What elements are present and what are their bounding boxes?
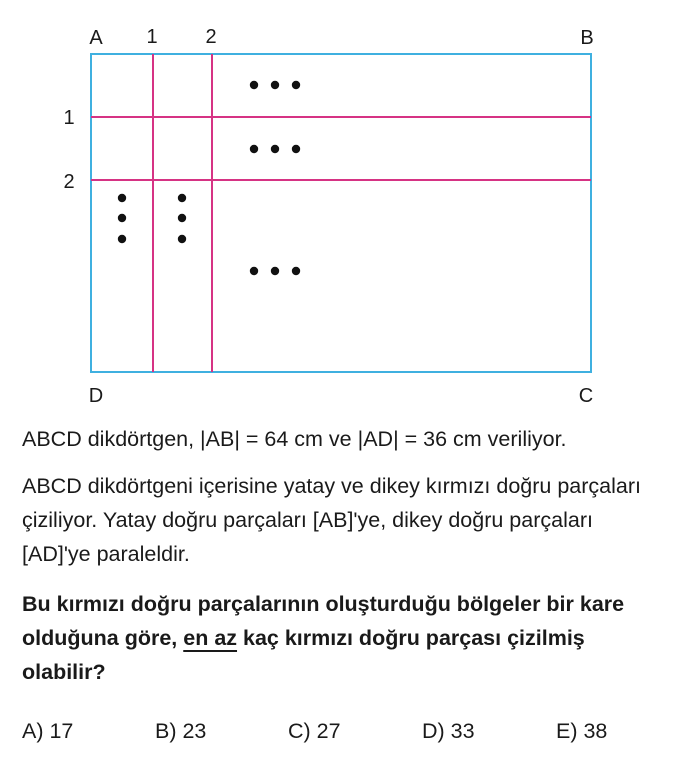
- corner-label-d: D: [88, 385, 104, 407]
- ellipsis-dots-row-3: [250, 267, 300, 275]
- side-label-2: 2: [63, 171, 75, 193]
- question-emphasis: en az: [183, 626, 238, 650]
- ellipsis-dots-column-1: [118, 194, 126, 243]
- ellipsis-dots-row-2: [250, 145, 300, 153]
- top-label-2: 2: [205, 26, 217, 48]
- option-a[interactable]: A) 17: [22, 719, 74, 743]
- ellipsis-dots-row-1: [250, 81, 300, 89]
- problem-description: ABCD dikdörtgeni içerisine yatay ve dikey kırmızı doğru parçaları çiziliyor. Yatay doğru parçaları [AB]'ye, dikey doğru parçaları [AD]'ye paraleldir.: [22, 474, 641, 566]
- option-e[interactable]: E) 38: [556, 719, 608, 743]
- given-statement: ABCD dikdörtgen, |AB| = 64 cm ve |AD| = 36 cm veriliyor.: [22, 427, 567, 451]
- question-prompt-part-2: kaç kırmızı doğru parçası çizilmiş olabilir?: [22, 626, 585, 684]
- answer-options: [22, 714, 662, 748]
- option-b[interactable]: B) 23: [155, 719, 207, 743]
- option-d[interactable]: D) 33: [422, 719, 475, 743]
- corner-label-a: A: [89, 27, 103, 49]
- question-prompt-part-1: Bu kırmızı doğru parçalarının oluşturduğu bölgeler bir kare olduğuna göre,: [22, 592, 625, 650]
- corner-label-c: C: [578, 385, 594, 407]
- option-c[interactable]: C) 27: [288, 719, 341, 743]
- corner-label-b: B: [580, 27, 594, 49]
- top-label-1: 1: [146, 26, 158, 48]
- question-prompt: [22, 587, 662, 689]
- rectangle-abcd: [91, 54, 591, 372]
- side-label-1: 1: [63, 107, 75, 129]
- ellipsis-dots-column-2: [178, 194, 186, 243]
